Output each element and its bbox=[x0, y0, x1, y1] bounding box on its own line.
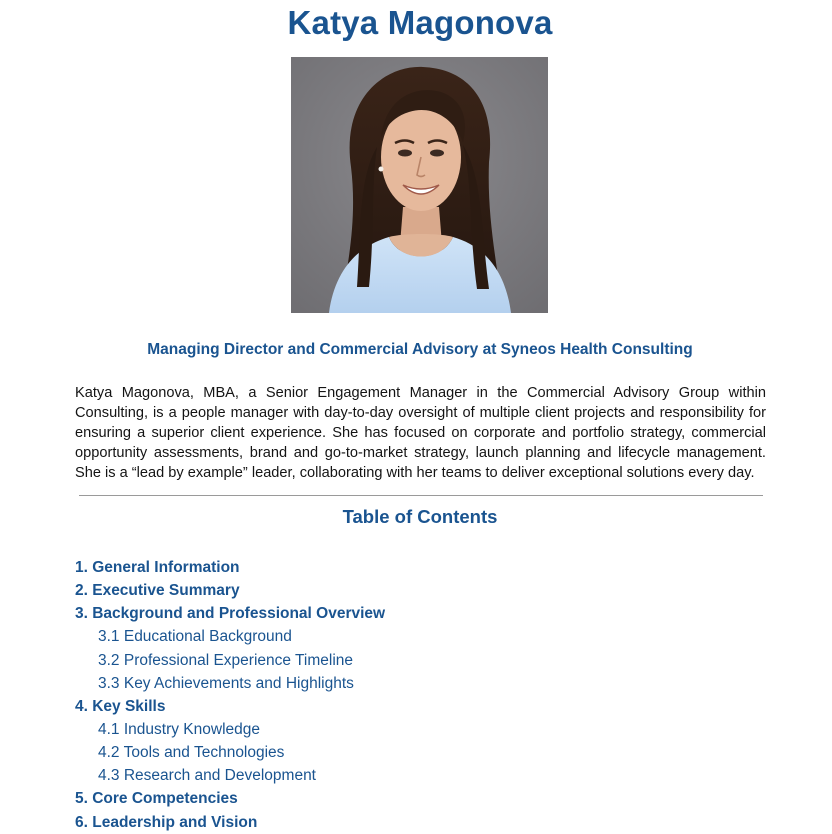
toc-item-general-information bbox=[75, 556, 775, 579]
toc-item-key-skills bbox=[75, 695, 775, 718]
toc-link[interactable]: 3.1 Educational Background bbox=[98, 628, 292, 646]
toc-subitem-tools-technologies bbox=[75, 741, 775, 764]
toc-link[interactable]: 2. Executive Summary bbox=[75, 582, 240, 600]
toc-link[interactable]: 4.1 Industry Knowledge bbox=[98, 720, 260, 738]
toc-link[interactable]: 5. Core Competencies bbox=[75, 790, 238, 808]
toc-link[interactable]: 3.2 Professional Experience Timeline bbox=[98, 651, 354, 669]
profile-title: Managing Director and Commercial Advisory at Syneos Health Consulting bbox=[147, 341, 693, 358]
toc-subitem-research-development bbox=[75, 764, 775, 787]
toc-title: Table of Contents bbox=[342, 506, 498, 527]
toc-link[interactable]: 3.3 Key Achievements and Highlights bbox=[98, 674, 354, 692]
toc-subitem-educational-background bbox=[75, 625, 775, 648]
toc-item-core-competencies bbox=[75, 787, 775, 810]
toc-link[interactable]: 1. General Information bbox=[75, 559, 240, 576]
toc-item-executive-summary bbox=[75, 579, 775, 602]
toc-link[interactable]: 3. Background and Professional Overview bbox=[75, 605, 386, 623]
toc-link[interactable]: 4.3 Research and Development bbox=[98, 767, 316, 785]
toc-subitem-industry-knowledge bbox=[75, 718, 775, 741]
toc-subitem-experience-timeline bbox=[75, 649, 775, 672]
toc-item-background bbox=[75, 602, 775, 625]
toc-link[interactable]: 4.2 Tools and Technologies bbox=[98, 744, 285, 762]
profile-photo bbox=[291, 57, 548, 313]
portrait-illustration bbox=[291, 57, 548, 313]
section-divider bbox=[79, 495, 763, 496]
profile-name: Katya Magonova bbox=[287, 4, 553, 41]
toc-link[interactable]: 4. Key Skills bbox=[75, 697, 166, 715]
toc-subitem-achievements bbox=[75, 672, 775, 695]
toc-item-leadership-vision bbox=[75, 811, 775, 834]
toc-link[interactable]: 6. Leadership and Vision bbox=[75, 813, 258, 831]
table-of-contents bbox=[75, 556, 775, 834]
profile-bio: Katya Magonova, MBA, a Senior Engagement Manager in the Commercial Advisory Group within Consulting, is a people manager with day-to-day oversight of multiple client projects and responsibility for ensuring a superior client experience. She has focused on corporate and portfolio strategy, commercial opportunity assessments, brand and go-to-market strategy, launch planning and lifecycle management. She is a “lead by example” leader, collaborating with her teams to deliver exceptional solutions every day. bbox=[75, 385, 766, 481]
